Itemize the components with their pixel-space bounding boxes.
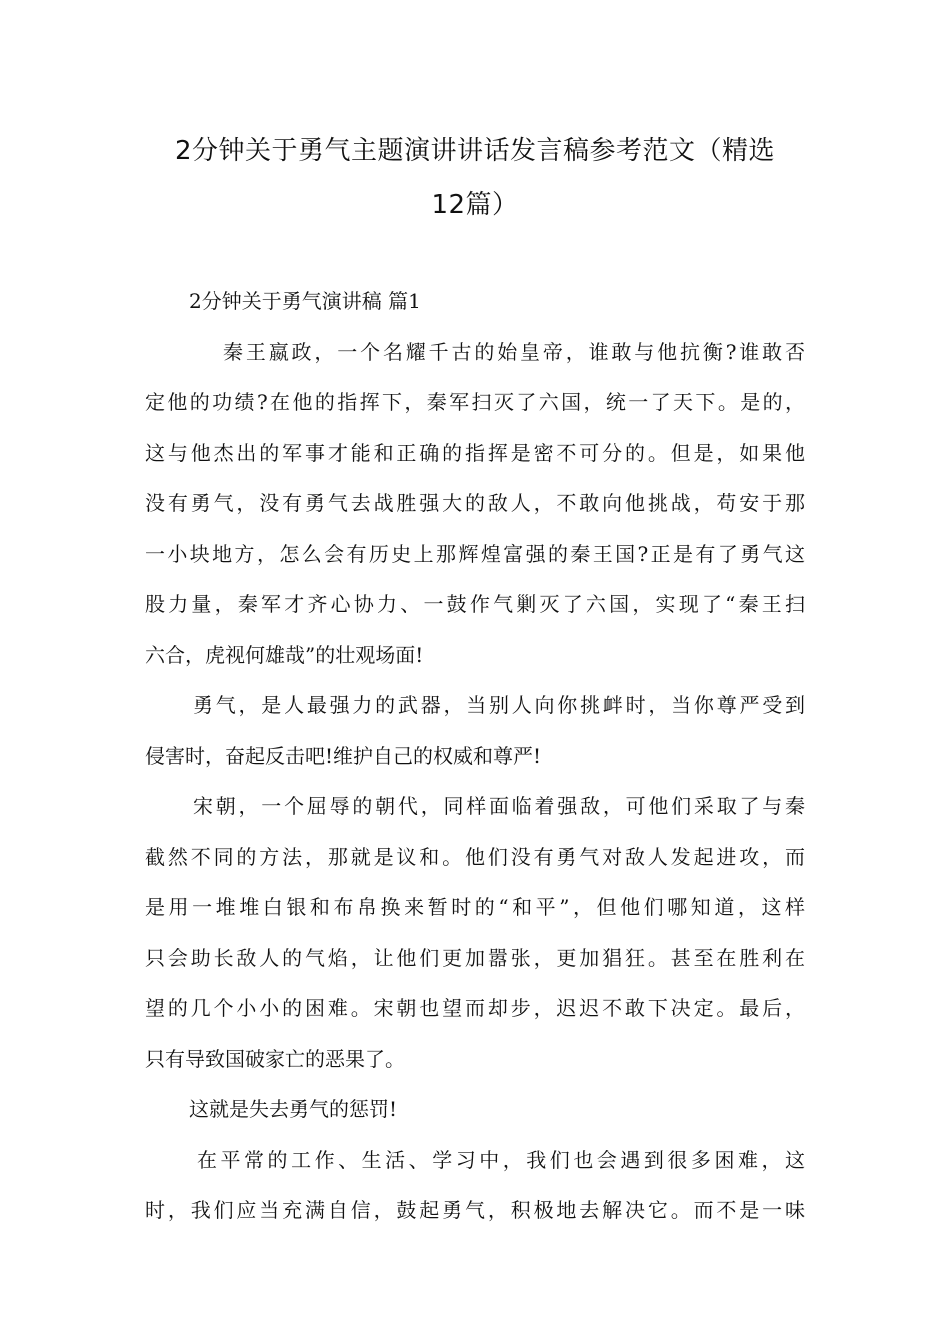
paragraph-line: 这就是失去勇气的惩罚! — [189, 1097, 398, 1121]
paragraph-line: 时，我们应当充满自信，鼓起勇气，积极地去解决它。而不是一味 — [145, 1198, 805, 1222]
paragraph-line: 定他的功绩?在他的指挥下，秦军扫灭了六国，统一了天下。是的， — [145, 390, 805, 414]
document-body — [145, 276, 805, 1236]
section-heading: 2分钟关于勇气演讲稿 篇1 — [189, 289, 421, 313]
paragraph-line: 这与他杰出的军事才能和正确的指挥是密不可分的。但是，如果他 — [145, 440, 805, 465]
paragraph-line: 截然不同的方法，那就是议和。他们没有勇气对敌人发起进攻，而 — [145, 844, 805, 869]
paragraph-line: 一小块地方，怎么会有历史上那辉煌富强的秦王国?正是有了勇气这 — [145, 541, 805, 566]
paragraph-line: 望的几个小小的困难。宋朝也望而却步，迟迟不敢下决定。最后， — [145, 996, 805, 1020]
paragraph-line: 在平常的工作、生活、学习中，我们也会遇到很多困难，这 — [197, 1147, 805, 1172]
title-line-1: 2分钟关于勇气主题演讲讲话发言稿参考范文（精选 — [174, 136, 776, 166]
document-title — [140, 124, 810, 232]
paragraph-line: 勇气，是人最强力的武器，当别人向你挑衅时，当你尊严受到 — [193, 693, 805, 717]
paragraph-line: 宋朝，一个屈辱的朝代，同样面临着强敌，可他们采取了与秦 — [193, 794, 805, 818]
paragraph-line: 没有勇气，没有勇气去战胜强大的敌人，不敢向他挑战，苟安于那 — [145, 491, 805, 515]
paragraph-line: 股力量，秦军才齐心协力、一鼓作气剿灭了六国，实现了“秦王扫 — [145, 592, 805, 616]
paragraph-line: 六合，虎视何雄哉”的壮观场面! — [145, 642, 424, 667]
paragraph-line: 秦王嬴政，一个名耀千古的始皇帝，谁敢与他抗衡?谁敢否 — [223, 339, 805, 364]
paragraph-line: 侵害时，奋起反击吧!维护自己的权威和尊严! — [145, 743, 542, 768]
paragraph-line: 只有导致国破家亡的恶果了。 — [145, 1046, 405, 1071]
paragraph-line: 是用一堆堆白银和布帛换来暂时的“和平”，但他们哪知道，这样 — [145, 895, 805, 919]
paragraph-line: 只会助长敌人的气焰，让他们更加嚣张，更加猖狂。甚至在胜利在 — [145, 945, 805, 970]
title-line-2: 12篇） — [431, 190, 519, 220]
